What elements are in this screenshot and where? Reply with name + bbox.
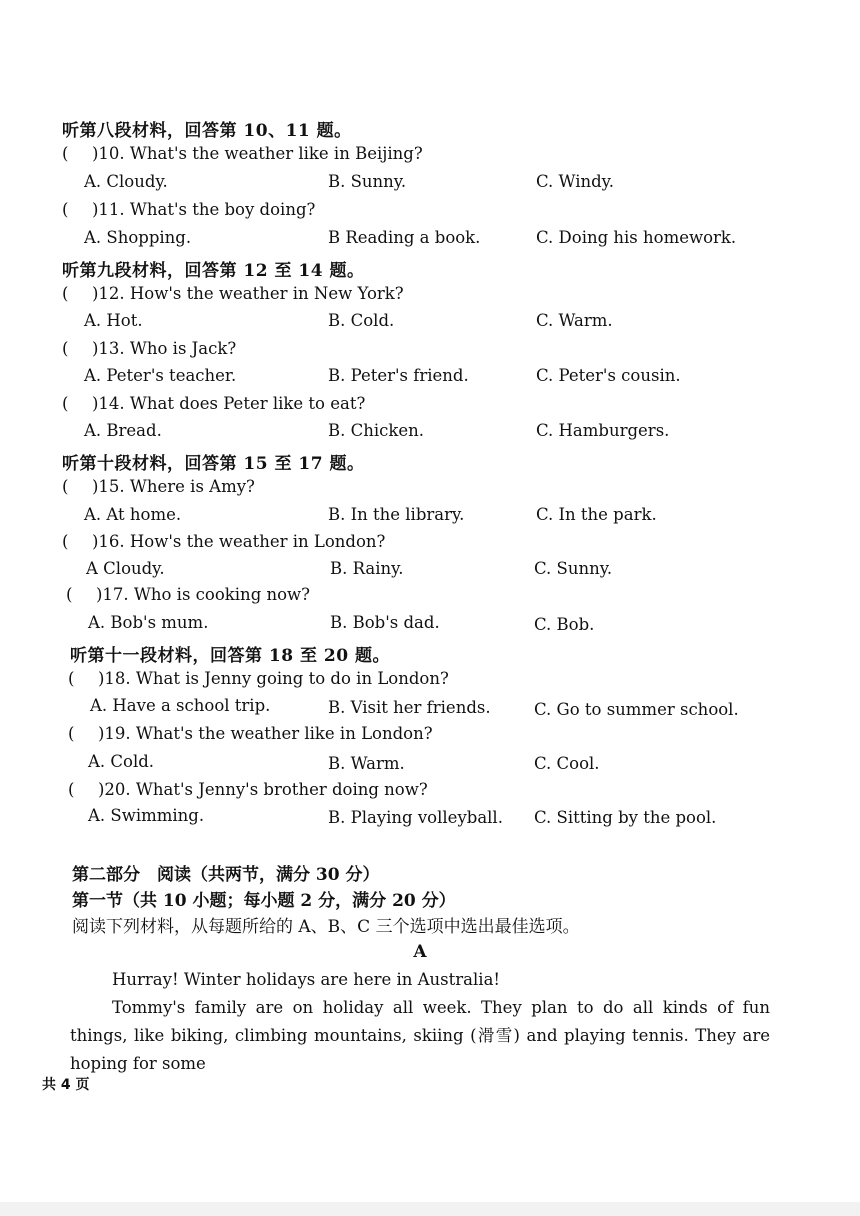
answer-blank[interactable]: ( xyxy=(62,339,69,358)
question-19 xyxy=(68,724,433,743)
question-11 xyxy=(62,200,315,219)
option-b: B. Sunny. xyxy=(328,172,407,191)
question-20 xyxy=(68,780,428,799)
option-b: B. Cold. xyxy=(328,311,395,330)
question-17 xyxy=(66,585,310,604)
section-heading-11: 听第十一段材料，回答第 18 至 20 题。 xyxy=(70,646,390,666)
answer-blank[interactable]: ( xyxy=(62,532,69,551)
question-16 xyxy=(62,532,385,551)
answer-blank[interactable]: ( xyxy=(62,144,69,163)
option-c: C. Sunny. xyxy=(534,559,613,578)
question-text: )13. Who is Jack? xyxy=(92,339,237,358)
option-c: C. Cool. xyxy=(534,754,600,773)
section-heading-8: 听第八段材料，回答第 10、11 题。 xyxy=(62,121,352,141)
passage-paragraph-2: Tommy's family are on holiday all week. They plan to do all kinds of fun things, like biking, climbing mountains, skiing (滑雪) and playing tennis. They are hoping for some xyxy=(70,998,770,1073)
option-b: B. Chicken. xyxy=(328,421,425,440)
passage-paragraph-1: Hurray! Winter holidays are here in Australia! xyxy=(112,970,501,989)
option-c: C. Windy. xyxy=(536,172,615,191)
option-b: B. Visit her friends. xyxy=(328,698,491,717)
option-a: A Cloudy. xyxy=(86,559,165,578)
question-12 xyxy=(62,284,404,303)
answer-blank[interactable]: ( xyxy=(68,669,75,688)
page-count: 共 4 页 xyxy=(42,1077,90,1093)
option-b: B. Warm. xyxy=(328,754,405,773)
option-a: A. Shopping. xyxy=(84,228,192,247)
section-heading-10: 听第十段材料，回答第 15 至 17 题。 xyxy=(62,454,365,474)
question-18 xyxy=(68,669,449,688)
option-b: B Reading a book. xyxy=(328,228,481,247)
question-13 xyxy=(62,339,236,358)
option-b: B. In the library. xyxy=(328,505,465,524)
option-a: A. Bob's mum. xyxy=(88,613,209,632)
option-a: A. Cold. xyxy=(88,752,155,771)
question-text: )11. What's the boy doing? xyxy=(92,200,316,219)
option-b: B. Rainy. xyxy=(330,559,404,578)
scan-edge xyxy=(0,1202,860,1216)
option-a: A. Hot. xyxy=(84,311,143,330)
option-c: C. Doing his homework. xyxy=(536,228,737,247)
option-a: A. Peter's teacher. xyxy=(84,366,237,385)
section-heading-9: 听第九段材料，回答第 12 至 14 题。 xyxy=(62,261,365,281)
question-text: )12. How's the weather in New York? xyxy=(92,284,404,303)
question-15 xyxy=(62,477,255,496)
passage-label: A xyxy=(413,942,427,962)
option-a: A. Cloudy. xyxy=(84,172,168,191)
option-b: B. Peter's friend. xyxy=(328,366,469,385)
question-10 xyxy=(62,144,423,163)
section-one-title: 第一节（共 10 小题；每小题 2 分，满分 20 分） xyxy=(72,891,456,911)
question-text: )14. What does Peter like to eat? xyxy=(92,394,366,413)
option-c: C. Go to summer school. xyxy=(534,700,739,719)
option-c: C. Bob. xyxy=(534,615,595,634)
answer-blank[interactable]: ( xyxy=(68,780,75,799)
option-b: B. Bob's dad. xyxy=(330,613,440,632)
option-a: A. Bread. xyxy=(84,421,162,440)
question-text: )15. Where is Amy? xyxy=(92,477,255,496)
question-text: )18. What is Jenny going to do in London? xyxy=(98,669,449,688)
answer-blank[interactable]: ( xyxy=(62,200,69,219)
question-text: )19. What's the weather like in London? xyxy=(98,724,433,743)
answer-blank[interactable]: ( xyxy=(62,477,69,496)
question-14 xyxy=(62,394,365,413)
option-a: A. Swimming. xyxy=(88,806,205,825)
answer-blank[interactable]: ( xyxy=(62,394,69,413)
option-c: C. Hamburgers. xyxy=(536,421,670,440)
answer-blank[interactable]: ( xyxy=(66,585,73,604)
question-text: )20. What's Jenny's brother doing now? xyxy=(98,780,428,799)
question-text: )17. Who is cooking now? xyxy=(96,585,311,604)
question-text: )10. What's the weather like in Beijing? xyxy=(92,144,423,163)
option-c: C. Warm. xyxy=(536,311,613,330)
option-b: B. Playing volleyball. xyxy=(328,808,503,827)
part-two-title: 第二部分 阅读（共两节，满分 30 分） xyxy=(72,865,380,885)
answer-blank[interactable]: ( xyxy=(68,724,75,743)
option-c: C. In the park. xyxy=(536,505,657,524)
option-a: A. Have a school trip. xyxy=(90,696,271,715)
reading-instruction: 阅读下列材料，从每题所给的 A、B、C 三个选项中选出最佳选项。 xyxy=(72,917,580,937)
answer-blank[interactable]: ( xyxy=(62,284,69,303)
option-c: C. Peter's cousin. xyxy=(536,366,681,385)
option-c: C. Sitting by the pool. xyxy=(534,808,717,827)
question-text: )16. How's the weather in London? xyxy=(92,532,386,551)
option-a: A. At home. xyxy=(84,505,182,524)
